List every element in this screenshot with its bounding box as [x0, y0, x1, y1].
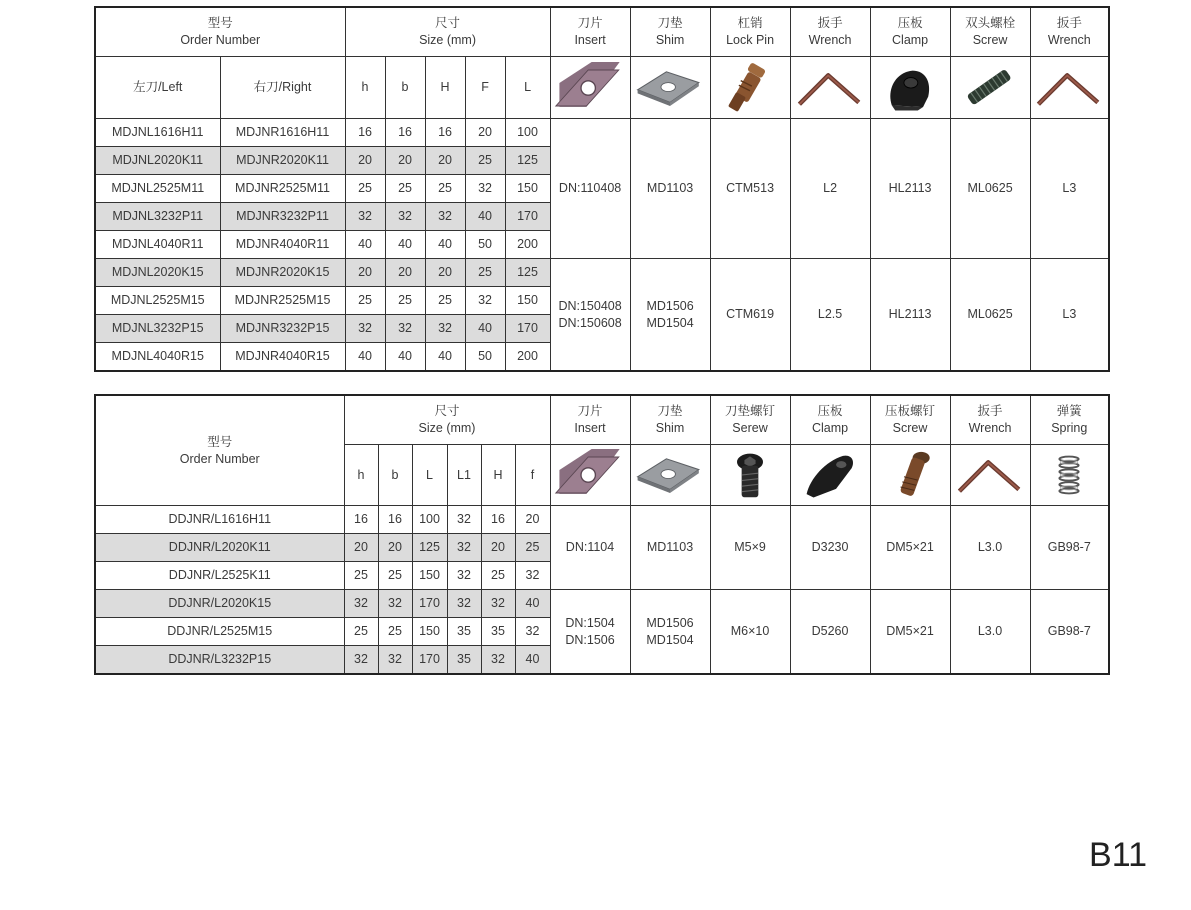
shim-code-line: MD1504: [646, 315, 694, 330]
dim-b-cell: 32: [378, 590, 412, 618]
header-dim-h: h: [345, 57, 385, 119]
shim-code-line: MD1506: [646, 298, 694, 313]
hex-screw-icon: [720, 449, 780, 501]
dim-F-cell: 50: [465, 343, 505, 372]
screw-icon: [954, 62, 1026, 114]
dim-H-cell: 32: [425, 315, 465, 343]
clamp-code: D3230: [790, 506, 870, 590]
header-dim-F: F: [465, 57, 505, 119]
header-wrench: 扳手 Wrench: [950, 395, 1030, 445]
shim-image: [630, 445, 710, 506]
wrench-image: [790, 57, 870, 119]
dim-h-cell: 25: [344, 562, 378, 590]
wrench-icon: [954, 449, 1026, 501]
insert-code: [550, 119, 630, 259]
insert-code: [550, 259, 630, 372]
dim-f-cell: 20: [515, 506, 550, 534]
insert-code-line: DN:1104: [565, 540, 615, 554]
dim-b-cell: 20: [385, 259, 425, 287]
lockpin-code: CTM619: [710, 259, 790, 372]
header-dim-L1: L1: [447, 445, 481, 506]
dim-F-cell: 32: [465, 287, 505, 315]
dim-H-cell: 16: [425, 119, 465, 147]
shim-screw-image: [710, 445, 790, 506]
wrench-image-2: [1030, 57, 1109, 119]
screw-image: [950, 57, 1030, 119]
dim-f-cell: 40: [515, 646, 550, 675]
dim-H-cell: 40: [425, 343, 465, 372]
shim-icon: [634, 62, 706, 114]
header-shim-screw: 刀垫螺钉 Serew: [710, 395, 790, 445]
dim-L-cell: 170: [412, 590, 447, 618]
order-right-cell: MDJNR2525M15: [220, 287, 345, 315]
clamp-icon: [874, 62, 946, 114]
dim-L-cell: 125: [505, 259, 550, 287]
dim-L-cell: 150: [412, 562, 447, 590]
table-row: [95, 119, 1109, 147]
dim-b-cell: 16: [385, 119, 425, 147]
spring-code: GB98-7: [1030, 590, 1109, 675]
header-dim-b: b: [385, 57, 425, 119]
order-right-cell: MDJNR4040R11: [220, 231, 345, 259]
header-insert: 刀片 Insert: [550, 7, 630, 57]
dim-h-cell: 32: [345, 315, 385, 343]
header-right: 右刀/Right: [220, 57, 345, 119]
insert-icon: [554, 62, 626, 114]
dim-h-cell: 25: [345, 175, 385, 203]
header-dim-H: H: [425, 57, 465, 119]
lock-pin-icon: [714, 62, 786, 114]
dim-b-cell: 16: [378, 506, 412, 534]
order-left-cell: MDJNL2020K15: [95, 259, 220, 287]
header-lock-pin: 杠销 Lock Pin: [710, 7, 790, 57]
dim-b-cell: 32: [385, 315, 425, 343]
order-left-cell: MDJNL4040R11: [95, 231, 220, 259]
dim-H-cell: 20: [425, 147, 465, 175]
order-left-cell: MDJNL4040R15: [95, 343, 220, 372]
order-right-cell: MDJNR4040R15: [220, 343, 345, 372]
shim-image: [630, 57, 710, 119]
order-left-cell: MDJNL3232P15: [95, 315, 220, 343]
clamp-image: [790, 445, 870, 506]
holder-spec-table-ddjn: [94, 394, 1110, 675]
dim-H-cell: 32: [425, 203, 465, 231]
order-right-cell: MDJNR2525M11: [220, 175, 345, 203]
order-right-cell: MDJNR3232P11: [220, 203, 345, 231]
order-number-cell: DDJNR/L1616H11: [95, 506, 344, 534]
order-right-cell: MDJNR3232P15: [220, 315, 345, 343]
dim-L-cell: 125: [505, 147, 550, 175]
insert-code: [550, 506, 630, 590]
shim-code-line: MD1103: [646, 181, 694, 195]
clampscrew-code: DM5×21: [870, 506, 950, 590]
spring-code: GB98-7: [1030, 506, 1109, 590]
header-wrench-2: 扳手 Wrench: [1030, 7, 1109, 57]
dim-L1-cell: 35: [447, 618, 481, 646]
order-number-cell: DDJNR/L2525K11: [95, 562, 344, 590]
header-size: 尺寸 Size (mm): [344, 395, 550, 445]
shim-code: [630, 119, 710, 259]
order-left-cell: MDJNL2020K11: [95, 147, 220, 175]
dim-L1-cell: 32: [447, 506, 481, 534]
dim-H-cell: 32: [481, 590, 515, 618]
insert-code: [550, 590, 630, 675]
dim-F-cell: 25: [465, 147, 505, 175]
insert-code-line: DN:1504: [565, 615, 615, 630]
dim-L-cell: 150: [505, 175, 550, 203]
order-left-cell: MDJNL3232P11: [95, 203, 220, 231]
order-number-cell: DDJNR/L2020K11: [95, 534, 344, 562]
clamp-code: HL2113: [870, 259, 950, 372]
dim-h-cell: 20: [344, 534, 378, 562]
table-row: [95, 506, 1109, 534]
dim-L-cell: 170: [505, 203, 550, 231]
header-screw: 双头螺栓 Screw: [950, 7, 1030, 57]
order-left-cell: MDJNL1616H11: [95, 119, 220, 147]
lockpin-code: CTM513: [710, 119, 790, 259]
header-dim-f: f: [515, 445, 550, 506]
page-number: B11: [1089, 836, 1147, 874]
wrench-code: L2: [790, 119, 870, 259]
shim-code: [630, 590, 710, 675]
header-insert: 刀片 Insert: [550, 395, 630, 445]
header-spring: 弹簧 Spring: [1030, 395, 1109, 445]
dim-L-cell: 150: [505, 287, 550, 315]
dim-b-cell: 25: [385, 287, 425, 315]
dim-L1-cell: 35: [447, 646, 481, 675]
dim-F-cell: 25: [465, 259, 505, 287]
header-shim: 刀垫 Shim: [630, 395, 710, 445]
order-number-cell: DDJNR/L3232P15: [95, 646, 344, 675]
dim-h-cell: 40: [345, 231, 385, 259]
insert-code-line: DN:150608: [558, 315, 622, 330]
insert-code-line: DN:110408: [558, 181, 622, 195]
order-number-cell: DDJNR/L2020K15: [95, 590, 344, 618]
header-order-number: 型号 Order Number: [95, 395, 344, 506]
dim-b-cell: 40: [385, 231, 425, 259]
screw-code: ML0625: [950, 119, 1030, 259]
wrench-code: L3.0: [950, 506, 1030, 590]
header-dim-b: b: [378, 445, 412, 506]
table-row: [95, 259, 1109, 287]
screw-code: ML0625: [950, 259, 1030, 372]
insert-code-line: DN:1506: [565, 632, 615, 647]
wrench2-code: L3: [1030, 259, 1109, 372]
shim-code-line: MD1504: [646, 632, 694, 647]
shim-code: [630, 259, 710, 372]
dim-h-cell: 20: [345, 147, 385, 175]
header-clamp: 压板 Clamp: [870, 7, 950, 57]
header-clamp: 压板 Clamp: [790, 395, 870, 445]
dim-F-cell: 20: [465, 119, 505, 147]
clamp-code: D5260: [790, 590, 870, 675]
dim-f-cell: 32: [515, 618, 550, 646]
dim-f-cell: 25: [515, 534, 550, 562]
dim-H-cell: 20: [481, 534, 515, 562]
insert-image: [550, 57, 630, 119]
wrench-icon: [1033, 62, 1105, 114]
header-dim-H: H: [481, 445, 515, 506]
header-order-number: 型号 Order Number: [95, 7, 345, 57]
dim-b-cell: 25: [378, 618, 412, 646]
dim-b-cell: 32: [378, 646, 412, 675]
dim-L1-cell: 32: [447, 590, 481, 618]
holder-spec-table-mdjn: [94, 6, 1110, 372]
spring-icon: [1045, 449, 1093, 501]
dim-h-cell: 20: [345, 259, 385, 287]
header-dim-L: L: [412, 445, 447, 506]
dim-h-cell: 25: [345, 287, 385, 315]
order-right-cell: MDJNR2020K15: [220, 259, 345, 287]
dim-b-cell: 20: [378, 534, 412, 562]
dim-b-cell: 20: [385, 147, 425, 175]
header-dim-L: L: [505, 57, 550, 119]
clamp-icon: [798, 449, 862, 501]
dim-L-cell: 200: [505, 343, 550, 372]
insert-code-line: DN:150408: [558, 298, 622, 313]
dim-L-cell: 150: [412, 618, 447, 646]
dim-L-cell: 125: [412, 534, 447, 562]
dim-b-cell: 25: [385, 175, 425, 203]
clamp-image: [870, 57, 950, 119]
shimscrew-code: M5×9: [710, 506, 790, 590]
dim-h-cell: 16: [344, 506, 378, 534]
header-shim: 刀垫 Shim: [630, 7, 710, 57]
dim-f-cell: 40: [515, 590, 550, 618]
shim-code-line: MD1506: [646, 615, 694, 630]
header-wrench: 扳手 Wrench: [790, 7, 870, 57]
dim-h-cell: 32: [344, 646, 378, 675]
dim-L-cell: 170: [412, 646, 447, 675]
dim-H-cell: 25: [481, 562, 515, 590]
dim-h-cell: 32: [344, 590, 378, 618]
clamp-code: HL2113: [870, 119, 950, 259]
dim-F-cell: 40: [465, 315, 505, 343]
dim-h-cell: 40: [345, 343, 385, 372]
wrench-code: L2.5: [790, 259, 870, 372]
header-dim-h: h: [344, 445, 378, 506]
wrench2-code: L3: [1030, 119, 1109, 259]
insert-icon: [554, 449, 626, 501]
dim-L1-cell: 32: [447, 562, 481, 590]
dim-H-cell: 25: [425, 175, 465, 203]
dim-b-cell: 40: [385, 343, 425, 372]
order-number-cell: DDJNR/L2525M15: [95, 618, 344, 646]
dim-H-cell: 40: [425, 231, 465, 259]
lock-pin-image: [710, 57, 790, 119]
dim-f-cell: 32: [515, 562, 550, 590]
header-size: 尺寸 Size (mm): [345, 7, 550, 57]
wrench-icon: [794, 62, 866, 114]
spring-image: [1030, 445, 1109, 506]
wrench-code: L3.0: [950, 590, 1030, 675]
dim-F-cell: 32: [465, 175, 505, 203]
shim-code: [630, 506, 710, 590]
dim-h-cell: 32: [345, 203, 385, 231]
wrench-image: [950, 445, 1030, 506]
order-right-cell: MDJNR2020K11: [220, 147, 345, 175]
dim-L-cell: 170: [505, 315, 550, 343]
dim-L-cell: 200: [505, 231, 550, 259]
dim-F-cell: 40: [465, 203, 505, 231]
shim-icon: [634, 449, 706, 501]
dim-h-cell: 16: [345, 119, 385, 147]
dim-b-cell: 32: [385, 203, 425, 231]
order-left-cell: MDJNL2525M11: [95, 175, 220, 203]
clamp-screw-image: [870, 445, 950, 506]
dim-L1-cell: 32: [447, 534, 481, 562]
dim-L-cell: 100: [412, 506, 447, 534]
clampscrew-code: DM5×21: [870, 590, 950, 675]
shimscrew-code: M6×10: [710, 590, 790, 675]
insert-image: [550, 445, 630, 506]
dim-H-cell: 35: [481, 618, 515, 646]
dim-L-cell: 100: [505, 119, 550, 147]
dim-H-cell: 16: [481, 506, 515, 534]
dim-b-cell: 25: [378, 562, 412, 590]
header-clamp-screw: 压板螺钉 Screw: [870, 395, 950, 445]
clamp-screw-icon: [880, 449, 940, 501]
order-right-cell: MDJNR1616H11: [220, 119, 345, 147]
dim-H-cell: 32: [481, 646, 515, 675]
dim-h-cell: 25: [344, 618, 378, 646]
dim-H-cell: 25: [425, 287, 465, 315]
header-left: 左刀/Left: [95, 57, 220, 119]
dim-F-cell: 50: [465, 231, 505, 259]
dim-H-cell: 20: [425, 259, 465, 287]
order-left-cell: MDJNL2525M15: [95, 287, 220, 315]
shim-code-line: MD1103: [646, 540, 694, 554]
table-row: [95, 590, 1109, 618]
